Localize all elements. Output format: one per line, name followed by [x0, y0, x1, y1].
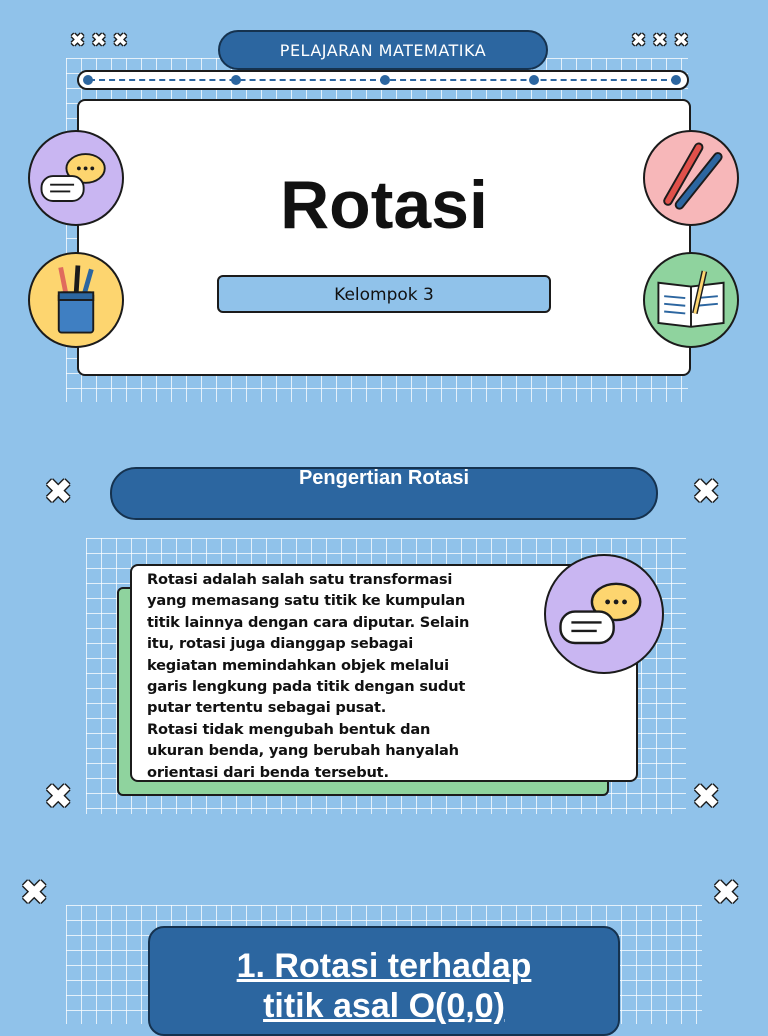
pencil-cup-icon — [28, 252, 124, 348]
section1-heading-pill — [110, 467, 658, 520]
group-label: Kelompok 3 — [334, 285, 434, 305]
timeline-dot — [83, 75, 93, 85]
paragraph-line: garis lengkung pada titik dengan sudut — [147, 678, 466, 696]
paragraph-line: ukuran benda, yang berubah hanyalah — [147, 742, 459, 760]
cross-decoration-icon: ✖ — [692, 472, 721, 512]
timeline-dot — [671, 75, 681, 85]
cover-title: Rotasi — [280, 167, 488, 243]
paragraph-line: putar tertentu sebagai pusat. — [147, 699, 387, 717]
cross-decoration-icon: ✖ — [20, 873, 49, 913]
timeline-dot — [529, 75, 539, 85]
paragraph-line: Rotasi adalah salah satu transformasi — [147, 571, 453, 588]
paragraph-line: Rotasi tidak mengubah bentuk dan — [147, 720, 431, 738]
section2-heading-line2: titik asal O(0,0) — [263, 987, 505, 1025]
section1-heading: Pengertian Rotasi — [298, 467, 470, 489]
paragraph-line: orientasi dari benda tersebut. — [147, 763, 389, 781]
subject-pill — [218, 30, 548, 70]
timeline-bar — [77, 70, 689, 90]
pens-icon — [643, 130, 739, 226]
timeline-dot — [231, 75, 241, 85]
cross-decoration-icon: ✖ — [692, 777, 721, 817]
subject-label: PELAJARAN MATEMATIKA — [279, 41, 487, 60]
speech-bubbles-icon — [544, 554, 664, 674]
section2-heading-card — [148, 926, 620, 1036]
paragraph-line: kegiatan memindahkan objek melalui — [147, 656, 449, 674]
section2-heading-line1: 1. Rotasi terhadap — [236, 947, 532, 985]
cross-decoration-icon: ✖ — [44, 472, 73, 512]
cross-decoration-icon: ✖ — [44, 777, 73, 817]
cross-decoration-icon: ✖ — [712, 873, 741, 913]
group-pill — [217, 275, 551, 313]
speech-bubbles-icon — [28, 130, 124, 226]
cross-decoration-icon: ✖ ✖ ✖ — [70, 30, 128, 51]
timeline-dot — [380, 75, 390, 85]
paragraph-line: yang memasang satu titik ke kumpulan — [147, 592, 466, 610]
paragraph-line: titik lainnya dengan cara diputar. Selain — [147, 613, 470, 631]
paragraph-line: itu, rotasi juga dianggap sebagai — [147, 635, 414, 653]
cross-decoration-icon: ✖ ✖ ✖ — [631, 30, 689, 51]
notebook-pencil-icon — [643, 252, 739, 348]
